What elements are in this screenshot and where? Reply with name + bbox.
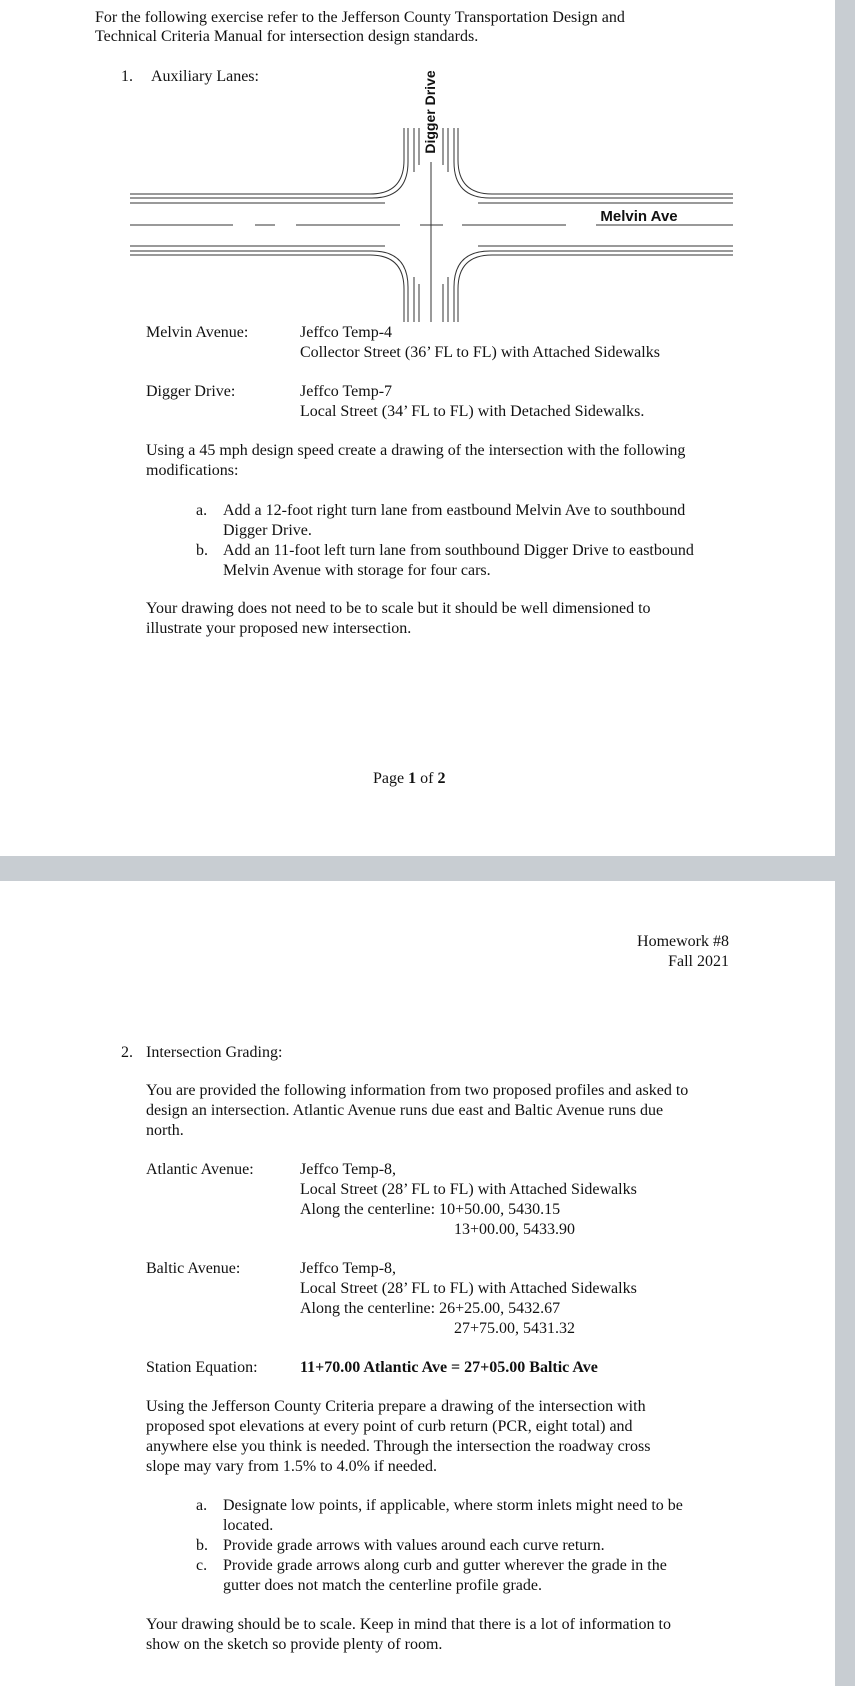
digger-temp-line: Jeffco Temp-7 xyxy=(300,383,393,400)
baltic-centerline-2: 27+75.00, 5431.32 xyxy=(454,1320,576,1337)
curb-line-top-left-outer xyxy=(130,128,404,194)
item-c-line-1: Provide grade arrows along curb and gutter wherever the grade in the xyxy=(223,1557,667,1574)
question-1-number: 1. xyxy=(121,68,133,85)
atlantic-centerline-1: Along the centerline: 10+50.00, 5430.15 xyxy=(300,1201,561,1218)
curb-line-top-right-outer xyxy=(458,128,733,194)
baltic-street-line: Local Street (28’ FL to FL) with Attached Sidewalks xyxy=(300,1280,637,1297)
intro-line-2: Technical Criteria Manual for intersection design standards. xyxy=(95,28,479,45)
list-marker-b: b. xyxy=(196,1537,208,1554)
curb-line-bottom-left-inner xyxy=(130,251,408,322)
design-speed-line-1: Using a 45 mph design speed create a drawing of the intersection with the following xyxy=(146,442,686,459)
baltic-temp-line: Jeffco Temp-8, xyxy=(300,1260,397,1277)
digger-drive-label: Digger Drive xyxy=(422,70,438,154)
list-marker-b: b. xyxy=(196,542,208,559)
digger-drive-text-label: Digger Drive: xyxy=(146,383,236,400)
atlantic-temp-line: Jeffco Temp-8, xyxy=(300,1161,397,1178)
item-c-line-2: gutter does not match the centerline profile grade. xyxy=(223,1577,542,1594)
melvin-temp-line: Jeffco Temp-4 xyxy=(300,324,393,341)
header-term: Fall 2021 xyxy=(668,953,729,970)
atlantic-street-line: Local Street (28’ FL to FL) with Attached Sidewalks xyxy=(300,1181,637,1198)
item-a-line-1: Designate low points, if applicable, where storm inlets might need to be xyxy=(223,1497,683,1514)
list-marker-c: c. xyxy=(196,1557,208,1574)
curb-line-bottom-left-outer xyxy=(130,255,404,322)
curb-line-bottom-right-outer xyxy=(458,255,733,322)
item-b-line-2: Melvin Avenue with storage for four cars. xyxy=(223,562,491,579)
curb-line-top-right-inner xyxy=(454,128,733,198)
baltic-avenue-label: Baltic Avenue: xyxy=(146,1260,241,1277)
provided-line-2: design an intersection. Atlantic Avenue runs due east and Baltic Avenue runs due xyxy=(146,1102,664,1119)
curb-line-bottom-right-inner xyxy=(454,251,733,322)
baltic-centerline-1: Along the centerline: 26+25.00, 5432.67 xyxy=(300,1300,561,1317)
scale-note-line-1: Your drawing should be to scale. Keep in mind that there is a lot of information to xyxy=(146,1616,671,1633)
footer-total-pages: 2 xyxy=(437,770,446,787)
document-page-2 xyxy=(0,881,835,1686)
question-2-number: 2. xyxy=(121,1044,133,1061)
question-1-title: Auxiliary Lanes: xyxy=(151,68,259,85)
provided-line-1: You are provided the following information from two proposed profiles and asked to xyxy=(146,1082,689,1099)
footer-of-word: of xyxy=(416,770,438,787)
item-a-line-1: Add a 12-foot right turn lane from eastbound Melvin Ave to southbound xyxy=(223,502,686,519)
footer-current-page: 1 xyxy=(408,770,417,787)
melvin-avenue-label: Melvin Avenue: xyxy=(146,324,249,341)
atlantic-avenue-label: Atlantic Avenue: xyxy=(146,1161,254,1178)
melvin-ave-label: Melvin Ave xyxy=(600,208,678,225)
footer-page-word: Page xyxy=(373,770,409,787)
document-page-1 xyxy=(0,0,835,856)
item-b-line-1: Provide grade arrows with values around each curve return. xyxy=(223,1537,605,1554)
criteria-line-2: proposed spot elevations at every point of curb return (PCR, eight total) and xyxy=(146,1418,633,1435)
drawing-note-line-1: Your drawing does not need to be to scale but it should be well dimensioned to xyxy=(146,600,651,617)
design-speed-line-2: modifications: xyxy=(146,462,239,479)
list-marker-a: a. xyxy=(196,502,208,519)
intersection-diagram xyxy=(0,0,835,330)
criteria-line-4: slope may vary from 1.5% to 4.0% if needed. xyxy=(146,1458,438,1475)
intro-line-1: For the following exercise refer to the Jefferson County Transportation Design and xyxy=(95,9,625,26)
scale-note-line-2: show on the sketch so provide plenty of room. xyxy=(146,1636,443,1653)
page-footer xyxy=(373,769,445,789)
atlantic-centerline-2: 13+00.00, 5433.90 xyxy=(454,1221,576,1238)
melvin-street-line: Collector Street (36’ FL to FL) with Attached Sidewalks xyxy=(300,344,660,361)
list-marker-a: a. xyxy=(196,1497,208,1514)
drawing-note-line-2: illustrate your proposed new intersection. xyxy=(146,620,412,637)
item-a-line-2: Digger Drive. xyxy=(223,522,312,539)
item-a-line-2: located. xyxy=(223,1517,274,1534)
digger-street-line: Local Street (34’ FL to FL) with Detached Sidewalks. xyxy=(300,403,645,420)
station-equation-value: 11+70.00 Atlantic Ave = 27+05.00 Baltic Ave xyxy=(300,1359,598,1376)
criteria-line-3: anywhere else you think is needed. Through the intersection the roadway cross xyxy=(146,1438,651,1455)
criteria-line-1: Using the Jefferson County Criteria prepare a drawing of the intersection with xyxy=(146,1398,646,1415)
header-homework: Homework #8 xyxy=(637,933,729,950)
station-equation-label: Station Equation: xyxy=(146,1359,258,1376)
provided-line-3: north. xyxy=(146,1122,184,1139)
item-b-line-1: Add an 11-foot left turn lane from southbound Digger Drive to eastbound xyxy=(223,542,694,559)
curb-line-top-left-inner xyxy=(130,128,408,198)
question-2-title: Intersection Grading: xyxy=(146,1044,283,1061)
